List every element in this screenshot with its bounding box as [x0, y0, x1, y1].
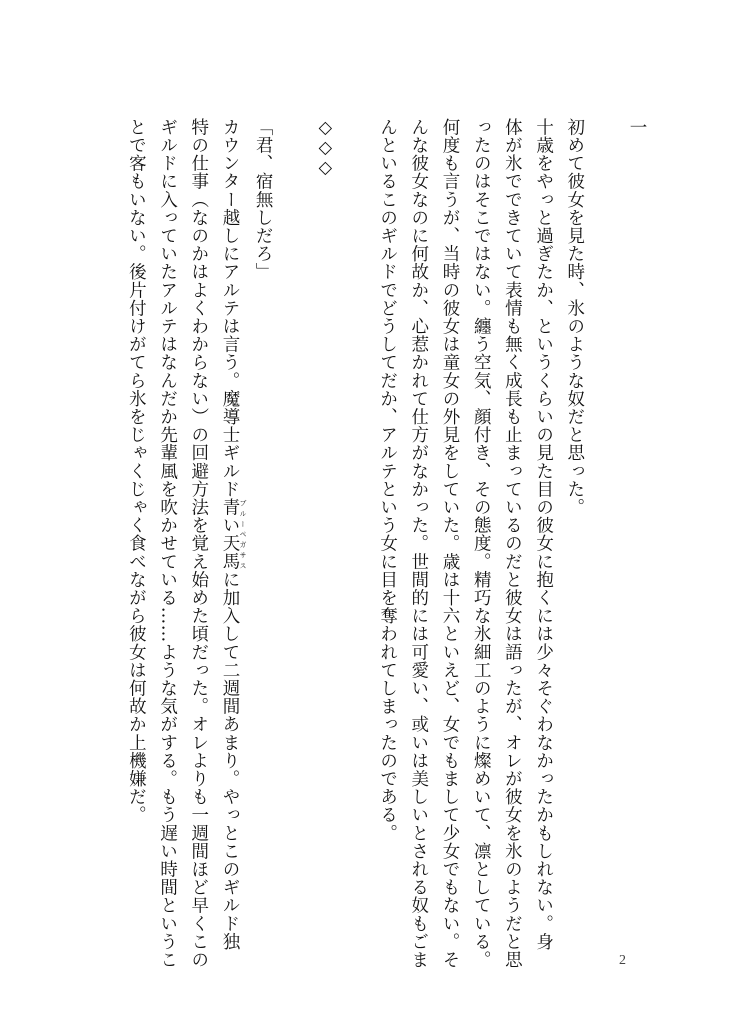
text-line: とで客もいない。後片付けがてら氷をじゃくじゃく食べながら彼女は何故か上機嫌だ。	[126, 118, 147, 824]
text-line: ったのはそこではない。纏う空気、顔付き、その態度。精巧な氷細工のように燦めいて、凛としている。	[471, 118, 492, 969]
text-line: 何度も言うが、当時の彼女は童女の外見をしていた。歳は十六といえど、女でもまして少女でもない。そ	[439, 118, 460, 969]
ruby-base: 青い天馬	[219, 498, 240, 571]
text-line: 初めて彼女を見た時、氷のような奴だと思った。	[564, 118, 585, 517]
page-number: 2	[619, 953, 626, 968]
dialogue-line: 「君、宿無しだろ」	[253, 118, 274, 281]
text-line: 十歳をやっと過ぎたか、というくらいの見た目の彼女に抱くには少々そぐわなかったかもしれない。身	[533, 118, 554, 951]
text-line: んといるこのギルドでどうしてだか、アルテという女に目を奪われてしまったのである。	[377, 118, 398, 842]
text-line	[214, 118, 247, 951]
ruby-annotation	[219, 498, 247, 571]
vertical-text-block	[120, 118, 652, 969]
section-divider: ◇◇◇	[315, 118, 336, 178]
text-line: 体が氷でできていて表情も無く成長も止まっているのだと彼女は語ったが、オレが彼女を氷のようだと思	[502, 118, 523, 969]
text-line: 特の仕事（なのかはよくわからない）の回避方法を覚え始めた頃だった。オレよりも一週間ほど早くこの	[188, 118, 209, 969]
text-line: んな彼女なのに何故か、心惹かれて仕方がなかった。世間的には可愛い、或いは美しいとされる奴もごま	[408, 118, 429, 969]
ruby-reading: ブルーペガサス	[238, 498, 247, 571]
text-segment: に加入して二週間あまり。やっとこのギルド独	[219, 570, 240, 951]
text-segment: カウンター越しにアルテは言う。魔導士ギルド	[219, 118, 240, 499]
chapter-heading: 一	[627, 118, 647, 137]
text-line: ギルドに入っていたアルテはなんだか先輩風を吹かせている……ような気がする。もう遅い時間というこ	[157, 118, 178, 969]
